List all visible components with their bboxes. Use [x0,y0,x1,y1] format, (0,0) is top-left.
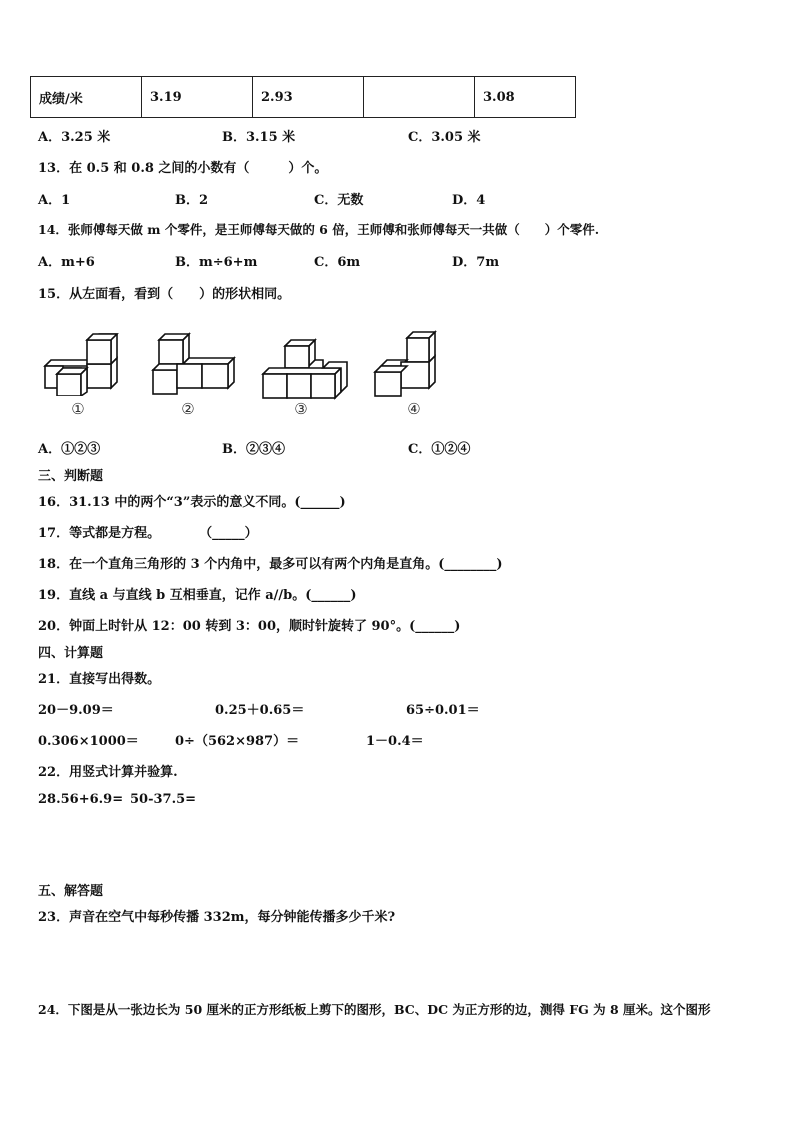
section4-title: 四、计算题 [38,646,104,661]
q13-option-a: A．1 [38,193,71,208]
q15-option-c: C．①②④ [408,442,471,457]
q21-expr-4: 0.306×1000＝ [38,734,139,749]
q14-option-a: A．m+6 [38,255,95,270]
q21-expr-5: 0÷（562×987）＝ [175,734,300,749]
cube-figure-3-drawing [260,330,348,400]
q24-stem: 24．下图是从一张边长为 50 厘米的正方形纸板上剪下的图形，BC、DC 为正方形的边，测得 FG 为 8 厘米。这个图形 [38,1002,711,1017]
q14-option-b: B．m÷6+m [175,255,258,270]
figure-label-1: ① [71,400,85,418]
score-table [30,76,576,118]
q20-item: 20．钟面上时针从 12：00 转到 3：00，顺时针旋转了 90°。(______) [38,619,461,634]
q13-option-c: C．无数 [314,193,364,208]
q12-option-b: B．3.15 米 [222,130,296,145]
q21-expr-2: 0.25＋0.65＝ [215,703,305,718]
q22-stem: 22．用竖式计算并验算. [38,765,178,780]
q16-item: 16．31.13 中的两个“3”表示的意义不同。(______) [38,495,346,510]
figure-label-2: ② [181,400,195,418]
q13-option-b: B．2 [175,193,209,208]
q21-expr-1: 20－9.09＝ [38,703,114,718]
figure-label-4: ④ [407,400,421,418]
cube-figure-4 [372,330,438,398]
table-cell: 3.08 [475,77,576,118]
q13-option-d: D．4 [452,193,486,208]
figure-label-3: ③ [294,400,308,418]
table-cell: 3.19 [142,77,253,118]
cube-figure-2 [150,330,236,396]
cube-figure-1 [42,330,122,396]
q23-stem: 23．声音在空气中每秒传播 332m，每分钟能传播多少千米? [38,910,396,925]
q15-option-a: A．①②③ [38,442,101,457]
q14-option-c: C．6m [314,255,361,270]
cube-figure-1-drawing [42,330,122,396]
table-cell [364,77,475,118]
q13-stem: 13．在 0.5 和 0.8 之间的小数有（ ）个。 [38,161,328,176]
cube-figure-3 [260,330,348,400]
q15-stem: 15．从左面看，看到（ ）的形状相同。 [38,287,291,302]
q14-option-d: D．7m [452,255,500,270]
q21-expr-6: 1－0.4＝ [366,734,424,749]
q18-item: 18．在一个直角三角形的 3 个内角中，最多可以有两个内角是直角。(________) [38,557,503,572]
cube-figure-4-drawing [372,330,438,398]
q21-expr-3: 65÷0.01＝ [406,703,480,718]
section5-title: 五、解答题 [38,884,104,899]
q15-option-b: B．②③④ [222,442,285,457]
q19-item: 19．直线 a 与直线 b 互相垂直，记作 a//b。(______) [38,588,357,603]
table-row [31,77,576,118]
q22-expr-2: 50-37.5= [130,792,197,807]
section3-title: 三、判断题 [38,469,104,484]
q17-item: 17．等式都是方程。 （_____） [38,526,258,541]
q12-option-a: A．3.25 米 [38,130,111,145]
table-cell: 成绩/米 [31,77,142,118]
q22-expr-1: 28.56+6.9= [38,792,124,807]
q21-stem: 21．直接写出得数。 [38,672,161,687]
q14-stem: 14．张师傅每天做 m 个零件，是王师傅每天做的 6 倍，王师傅和张师傅每天一共做（ ）个零件. [38,222,600,237]
q12-option-c: C．3.05 米 [408,130,481,145]
cube-figure-2-drawing [150,330,236,396]
table-cell: 2.93 [253,77,364,118]
